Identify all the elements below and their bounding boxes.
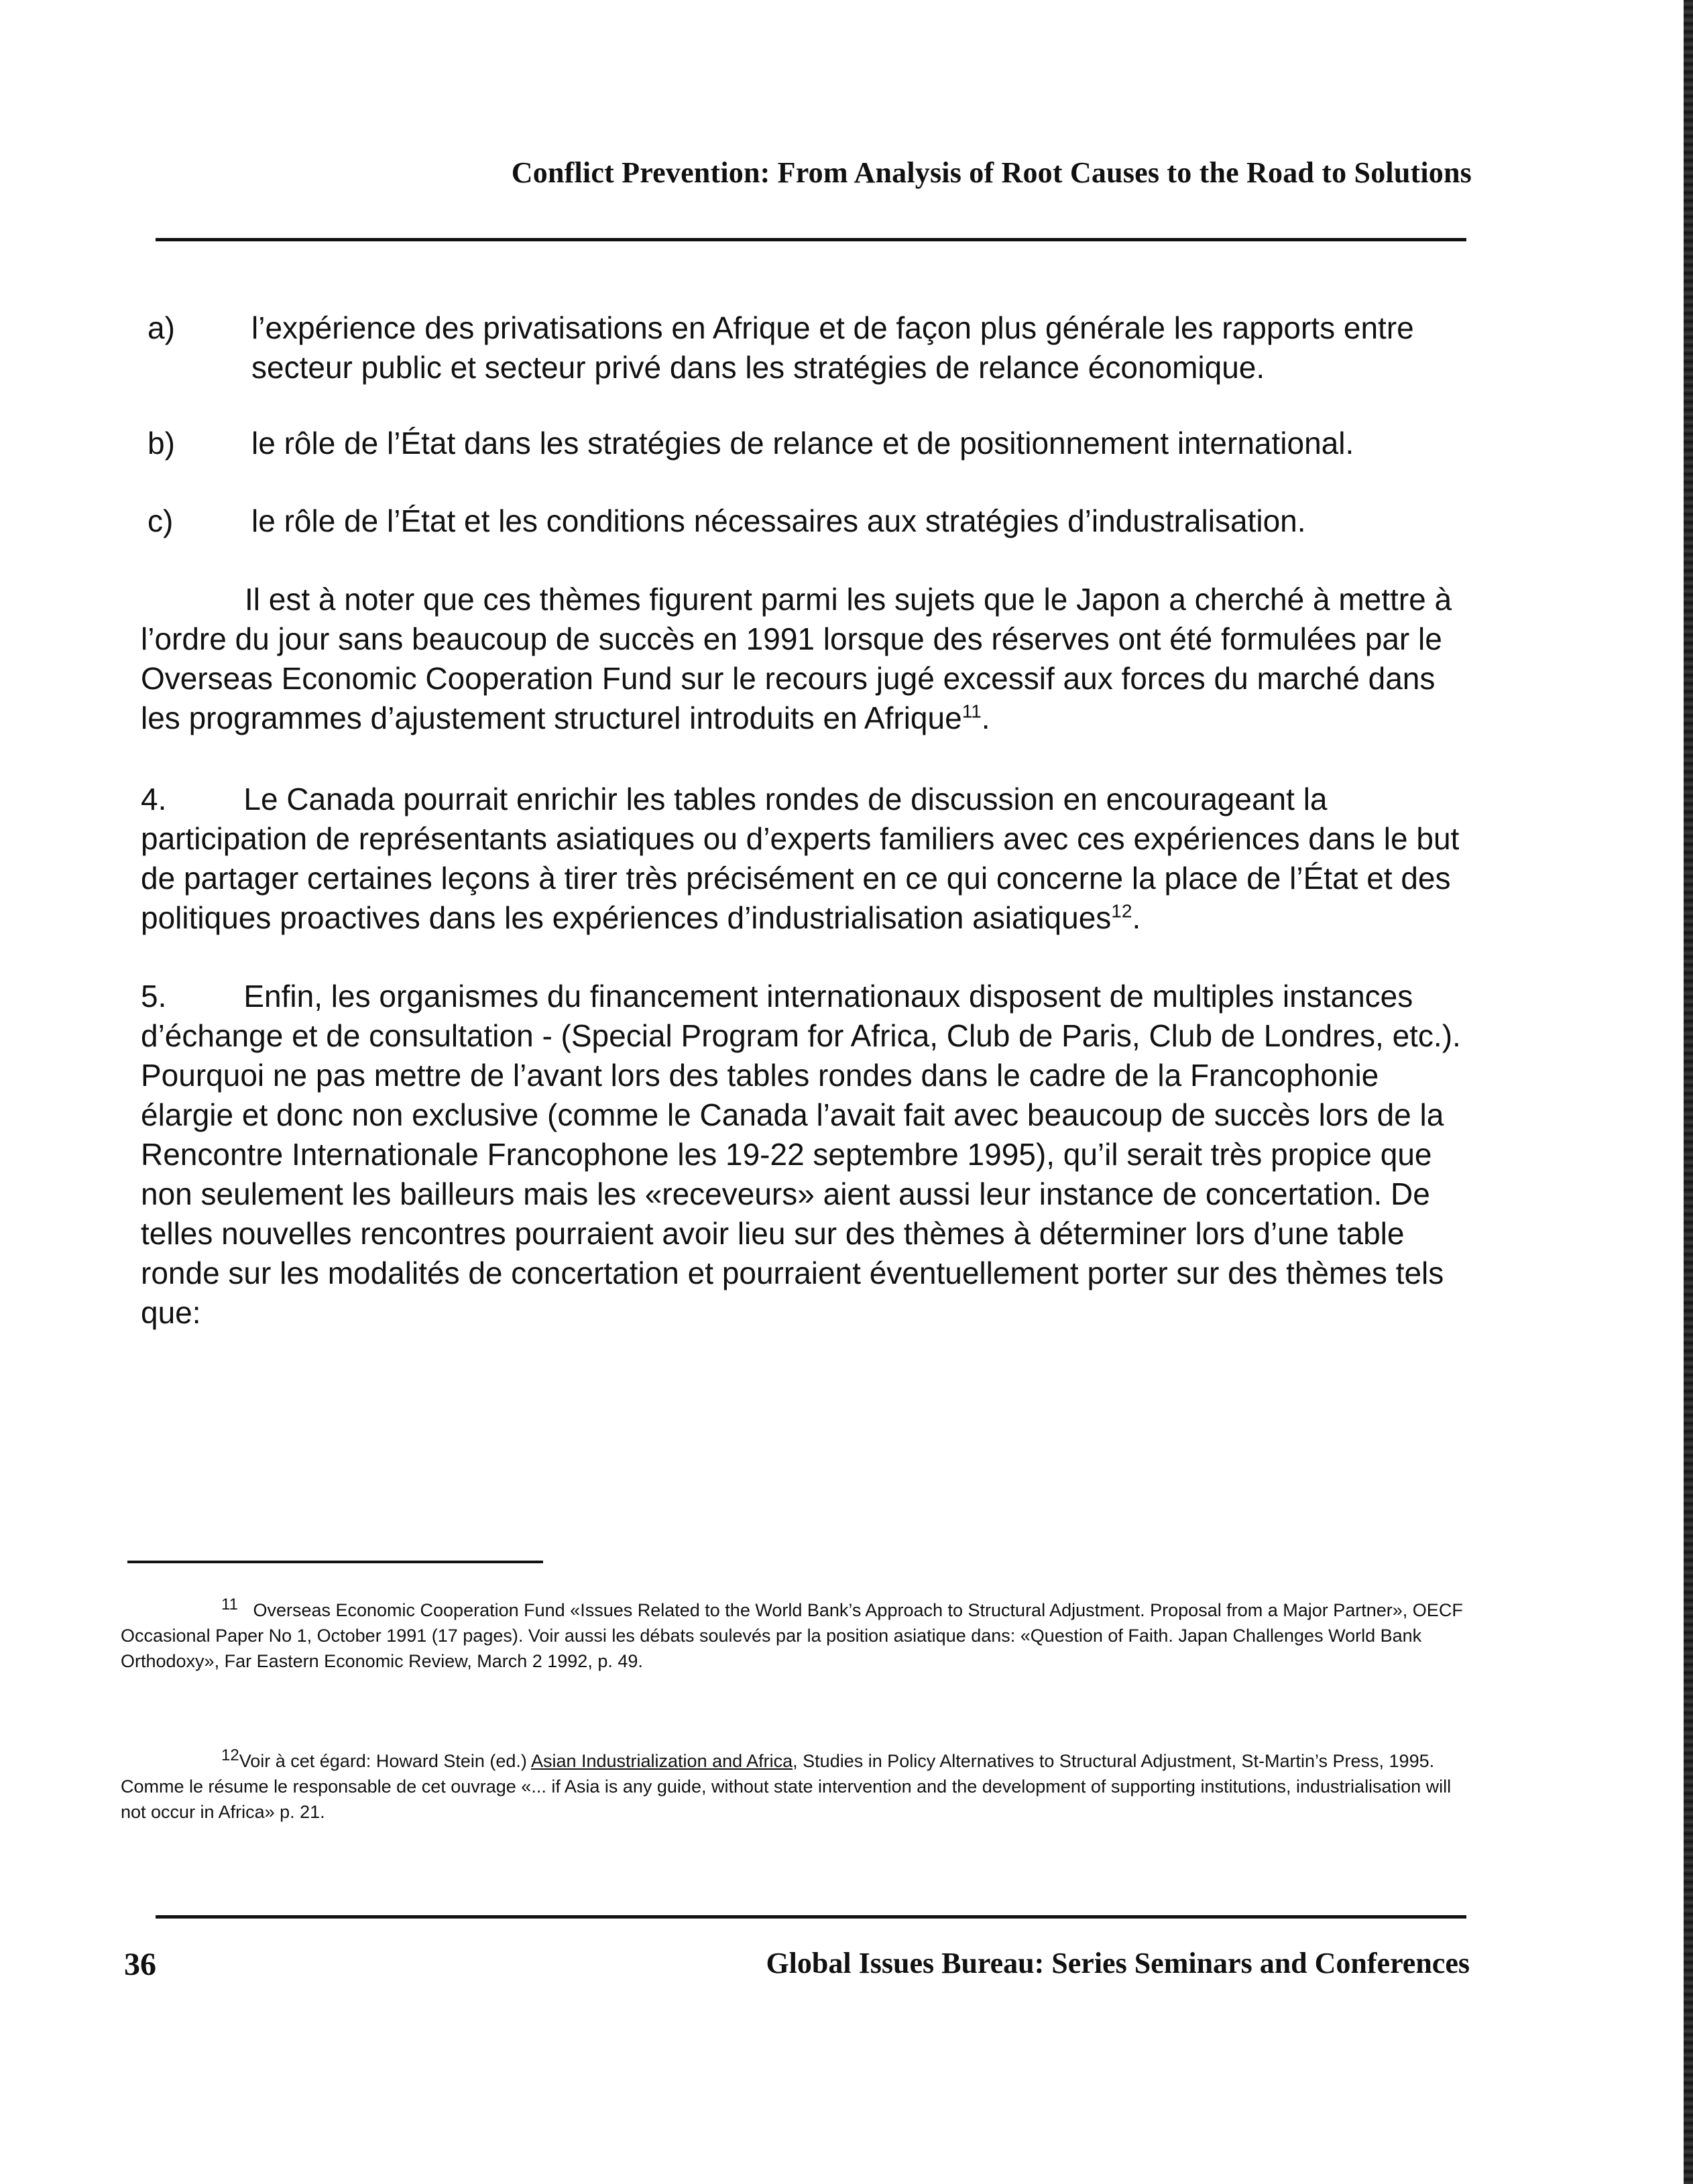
running-header-title: Conflict Prevention: From Analysis of Root Causes to the Road to Solutions: [511, 156, 1472, 189]
paragraph-note: Il est à noter que ces thèmes figurent parmi les sujets que le Japon a cherché à mettre à l’ordre du jour sans beaucoup de succès en 1991 lorsque des réserves ont été formulées par le Overseas Economic Cooperation Fund sur le recours jugé excessif aux forces du marché dans les programmes d’ajustement structurel introduits en Afrique$^{11}$.: [141, 582, 1452, 735]
book-title: Asian Industrialization and Africa,: [530, 1751, 798, 1771]
footnote-text-before: Voir à cet égard: Howard Stein (ed.): [239, 1751, 531, 1771]
list-item-text: l’expérience des privatisations en Afrique et de façon plus générale les rapports entre secteur public et secteur privé dans les stratégies de relance économique.: [251, 310, 1414, 385]
footnote-ref-12: 12: [1111, 900, 1132, 922]
footnote-separator: [127, 1561, 543, 1563]
paragraph-4-text: Le Canada pourrait enrichir les tables rondes de discussion en encourageant la participation de représentants asiatiques ou d’experts familiers avec ces expériences dans le but de partager certaines leçons à tirer très précisément en ce qui concerne la place de l’État et des politiques proactives dans les expériences d’industrialisation asiatiques: [141, 782, 1460, 935]
list-marker: b): [148, 426, 175, 461]
footnote-text: Overseas Economic Cooperation Fund «Issues Related to the World Bank’s Approach to Structural Adjustment. Proposal from a Major Partner», OECF Occasional Paper No 1, October 1991 (17 pages). Voir aussi les débats soulevés par la position asiatique dans: «Question of Faith. Japan Challenges World Bank Orthodoxy», Far Eastern Economic Review, March 2 1992, p. 49.: [121, 1600, 1463, 1671]
running-footer-title: Global Issues Bureau: Series Seminars and Conferences: [766, 1947, 1470, 1980]
list-marker: a): [148, 310, 175, 345]
scanned-page-edge: [1684, 0, 1693, 2184]
list-item-text: le rôle de l’État dans les stratégies de relance et de positionnement international.: [251, 426, 1354, 461]
footnote-ref-11: 11: [961, 701, 982, 722]
paragraph-4: 4. Le Canada pourrait enrichir les tables rondes de discussion en encourageant la participation de représentants asiatiques ou d’experts familiers avec ces expériences dans le but de partager certaines leçons à tirer très précisément en ce qui concerne la place de l’État et des politiques proactives dans les expériences d’industrialisation asiatiques$^{12}$.: [141, 782, 1460, 935]
list-item-text: le rôle de l’État et les conditions nécessaires aux stratégies d’industralisation.: [251, 503, 1306, 538]
list-marker: c): [148, 503, 174, 538]
paragraph-5-text: Enfin, les organismes du financement internationaux disposent de multiples instances d’échange et de consultation - (Special Program for Africa, Club de Paris, Club de Londres, etc.). Pourquoi ne pas mettre de l’avant lors des tables rondes dans le cadre de la Francophonie élargie et donc non exclusive (comme le Canada l’avait fait avec beaucoup de succès lors de la Rencontre Internationale Francophone les 19-22 septembre 1995), qu’il serait très propice que non seulement les bailleurs mais les «receveurs» aient aussi leur instance de concertation. De telles nouvelles rencontres pourraient avoir lieu sur des thèmes à déterminer lors d’une table ronde sur les modalités de concertation et pourraient éventuellement porter sur des thèmes tels que:: [141, 979, 1461, 1330]
paragraph-number: 4.: [141, 782, 167, 816]
header-rule: [156, 238, 1466, 241]
paragraph-number: 5.: [141, 979, 167, 1014]
footnote-11: [121, 1592, 1472, 1674]
footnote-number: 11: [221, 1595, 238, 1614]
footnote-number: 12: [221, 1746, 239, 1764]
footer-rule: [156, 1915, 1466, 1919]
paragraph-5: [141, 977, 1475, 1333]
paragraph-note-text: Il est à noter que ces thèmes figurent parmi les sujets que le Japon a cherché à mettre à l’ordre du jour sans beaucoup de succès en 1991 lorsque des réserves ont été formulées par le Overseas Economic Cooperation Fund sur le recours jugé excessif aux forces du marché dans les programmes d’ajustement structurel introduits en Afrique: [141, 582, 1452, 735]
page-number: 36: [124, 1947, 156, 1982]
footnote-text-after: Studies in Policy Alternatives to Structural Adjustment, St-Martin’s Press, 1995. Comme le résume le responsable de cet ouvrage «... if Asia is any guide, without state intervention and the development of supporting institutions, industrialisation will not occur in Africa» p. 21.: [121, 1751, 1452, 1822]
footnote-12: [121, 1743, 1472, 1825]
